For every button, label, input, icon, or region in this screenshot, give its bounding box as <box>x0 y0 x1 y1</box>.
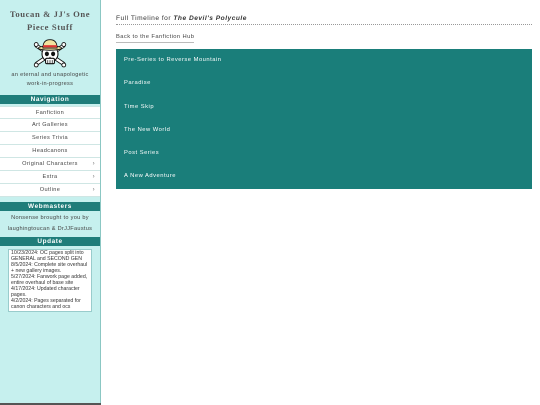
sidebar-item-original-characters[interactable] <box>0 158 100 171</box>
sidebar-item-art-galleries[interactable] <box>0 119 100 132</box>
chevron-right-icon: › <box>92 187 95 194</box>
chevron-right-icon: › <box>92 161 95 168</box>
sidebar-item-label: Fanfiction <box>35 110 65 117</box>
back-to-fanfiction-hub-link[interactable]: Back to the Fanfiction Hub <box>116 34 194 43</box>
arc-the-new-world[interactable]: The New World <box>124 126 171 133</box>
sidebar-item-fanfiction[interactable] <box>0 106 100 119</box>
arc-pre-series-to-reverse-mountain[interactable]: Pre-Series to Reverse Mountain <box>124 57 222 63</box>
arc-paradise[interactable]: Paradise <box>124 80 151 87</box>
sidebar-nav <box>0 106 100 197</box>
update-log-entry: 4/2/2024: Pages separated for canon characters and ocs <box>11 297 81 310</box>
main-content <box>116 0 532 189</box>
update-log-entry: 10/23/2024: OC pages split into GENERAL and SECOND GEN <box>11 250 84 263</box>
arc-post-series[interactable]: Post Series <box>124 150 160 157</box>
sidebar-item-series-trivia[interactable] <box>0 132 100 145</box>
sidebar-item-label: Art Galleries <box>32 122 68 129</box>
arc-a-new-adventure[interactable]: A New Adventure <box>124 173 176 180</box>
webmasters-credits: Nonsense brought to you by laughingtoucan & DrJJFaustus <box>7 215 93 232</box>
page-title-prefix: Full Timeline for <box>116 15 172 22</box>
sidebar-item-label: Series Trivia <box>32 135 68 142</box>
chevron-right-icon: › <box>92 174 95 181</box>
navigation-heading: Navigation <box>0 95 100 104</box>
sidebar-item-label: Extra <box>42 174 58 181</box>
update-log-box[interactable] <box>8 249 92 312</box>
site-tagline: an eternal and unapologetic work-in-progress <box>11 72 89 87</box>
arc-time-skip[interactable]: Time Skip <box>124 103 155 110</box>
page-title-work: The Devil's Polycule <box>173 15 247 22</box>
sidebar-item-label: Outline <box>39 187 61 194</box>
update-log-entry: 8/5/2024: Complete site overhaul + new gallery images. <box>11 262 88 275</box>
timeline-panel <box>116 49 532 189</box>
update-heading: Update <box>0 237 100 246</box>
sidebar-item-headcanons[interactable] <box>0 145 100 158</box>
sidebar-item-label: Headcanons <box>32 148 68 155</box>
sidebar-item-outline[interactable] <box>0 184 100 197</box>
update-log-entry: 5/27/2024: Fanwork page added, entire overhaul of base site <box>11 274 88 286</box>
site-title: Toucan & JJ's One Piece Stuff <box>9 9 91 32</box>
sidebar-item-extra[interactable] <box>0 171 100 184</box>
page-title <box>116 15 532 25</box>
sidebar <box>0 0 101 405</box>
straw-hat-skull-logo-icon <box>32 37 68 69</box>
update-log-entry: 4/17/2024: Updated character pages. <box>11 285 80 298</box>
sidebar-item-label: Original Characters <box>22 161 78 168</box>
webmasters-heading: Webmasters <box>0 202 100 211</box>
